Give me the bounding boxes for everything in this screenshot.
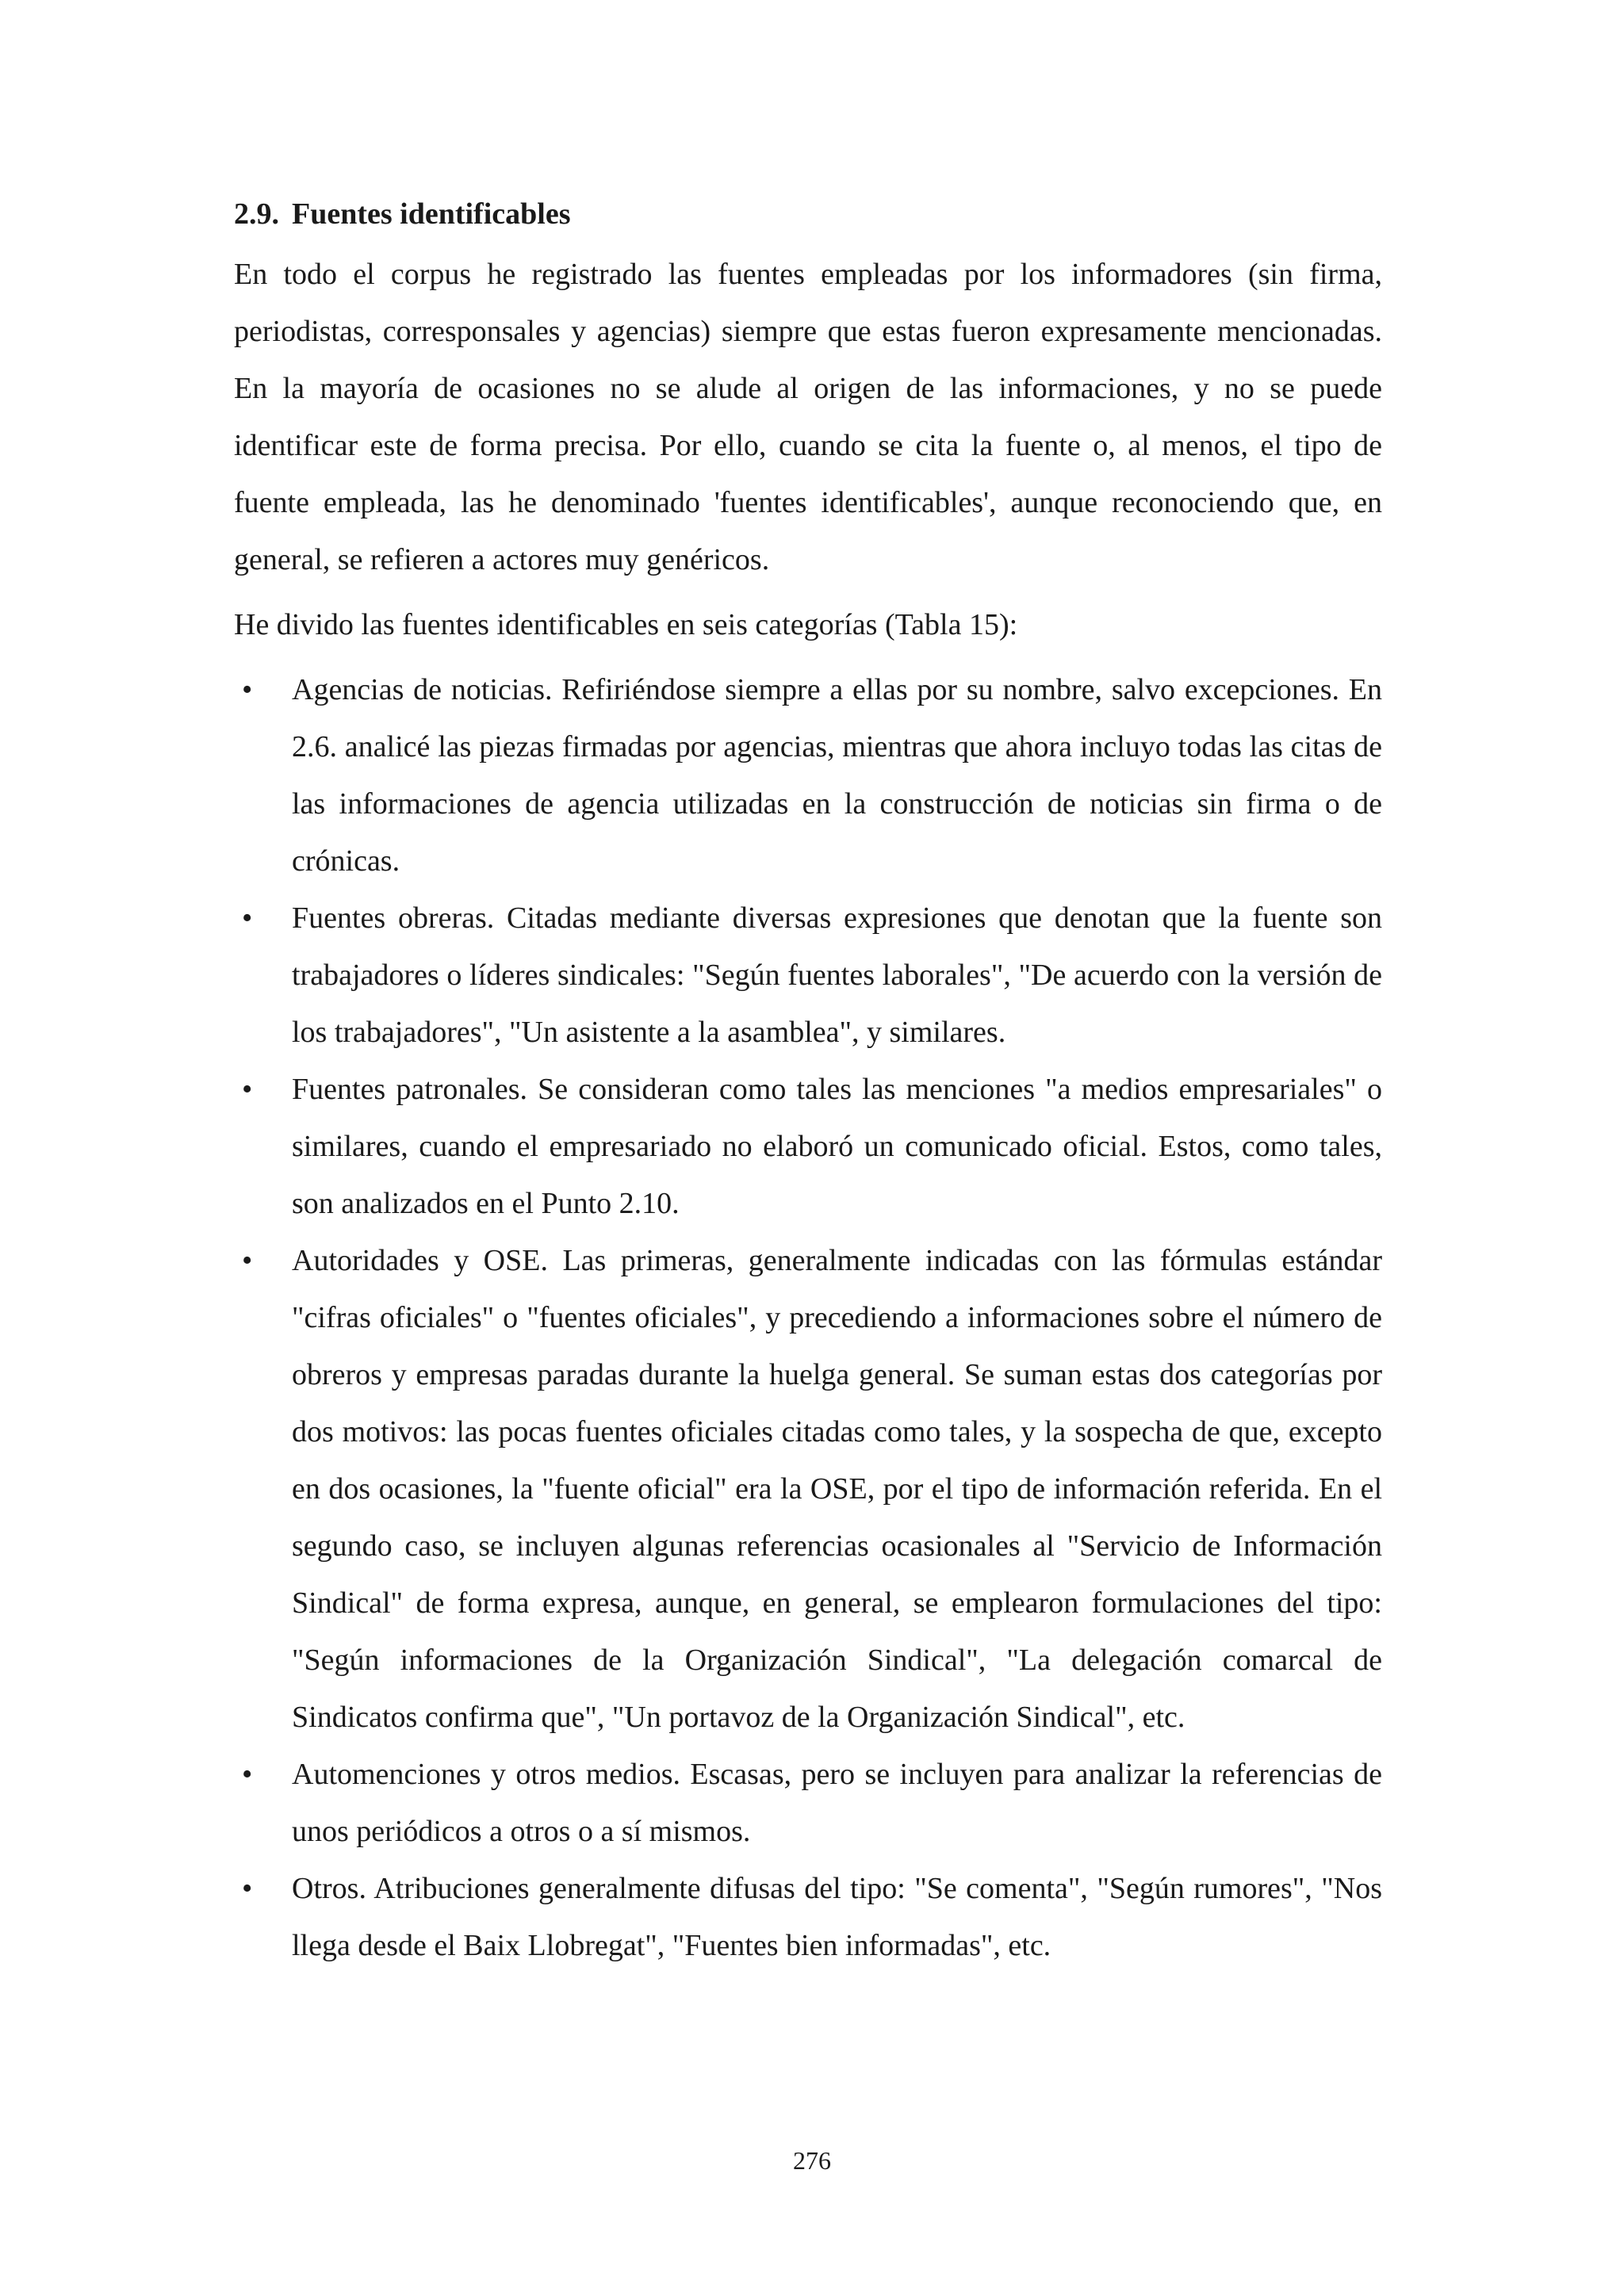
bullet-icon: • xyxy=(242,1872,253,1905)
list-item-text: Fuentes obreras. Citadas mediante diversas expresiones que denotan que la fuente son trabajadores o líderes sindicales: "Según fuentes laborales", "De acuerdo con la versión de los trabajadores", "Un asistente a la asamblea", y similares. xyxy=(292,901,1382,1049)
bullet-icon: • xyxy=(242,673,253,706)
section-title: Fuentes identificables xyxy=(292,197,571,231)
paragraph-categories: He divido las fuentes identificables en seis categorías (Tabla 15): xyxy=(234,608,1018,641)
paragraph-intro: En todo el corpus he registrado las fuentes empleadas por los informadores (sin firma, periodistas, corresponsales y agencias) siempre que estas fueron expresamente mencionadas. En la mayoría de ocasiones no se alude al origen de las informaciones, y no se puede identificar este de forma precisa. Por ello, cuando se cita la fuente o, al menos, el tipo de fuente empleada, las he denominado 'fuentes identificables', aunque reconociendo que, en general, se refieren a actores muy genéricos. xyxy=(234,258,1382,576)
section-heading xyxy=(234,190,1382,238)
list-item-text: Otros. Atribuciones generalmente difusas del tipo: "Se comenta", "Según rumores", "Nos llega desde el Baix Llobregat", "Fuentes bien informadas", etc. xyxy=(292,1872,1382,1962)
list-item-automenciones xyxy=(234,1746,1382,1860)
list-item-text: Fuentes patronales. Se consideran como tales las menciones "a medios empresariales" o similares, cuando el empresariado no elaboró un comunicado oficial. Estos, como tales, son analizados en el Punto 2.10. xyxy=(292,1073,1382,1220)
bullet-icon: • xyxy=(242,1073,253,1106)
bullet-icon: • xyxy=(242,1244,253,1277)
list-item-text: Autoridades y OSE. Las primeras, generalmente indicadas con las fórmulas estándar "cifras oficiales" o "fuentes oficiales", y precediendo a informaciones sobre el número de obreros y empresas paradas durante la huelga general. Se suman estas dos categorías por dos motivos: las pocas fuentes oficiales citadas como tales, y la sospecha de que, excepto en dos ocasiones, la "fuente oficial" era la OSE, por el tipo de información referida. En el segundo caso, se incluyen algunas referencias ocasionales al "Servicio de Información Sindical" de forma expresa, aunque, en general, se emplearon formulaciones del tipo: "Según informaciones de la Organización Sindical", "La delegación comarcal de Sindicatos confirma que", "Un portavoz de la Organización Sindical", etc. xyxy=(292,1244,1382,1734)
category-list xyxy=(234,661,1382,1974)
bullet-icon: • xyxy=(242,901,253,935)
bullet-icon: • xyxy=(242,1758,253,1791)
list-item-patronales xyxy=(234,1061,1382,1232)
section-number: 2.9. xyxy=(234,197,279,231)
list-item-otros xyxy=(234,1860,1382,1974)
list-item-text: Automenciones y otros medios. Escasas, pero se incluyen para analizar la referencias de unos periódicos a otros o a sí mismos. xyxy=(292,1758,1382,1848)
list-item-text: Agencias de noticias. Refiriéndose siempre a ellas por su nombre, salvo excepciones. En 2.6. analicé las piezas firmadas por agencias, mientras que ahora incluyo todas las citas de las informaciones de agencia utilizadas en la construcción de noticias sin firma o de crónicas. xyxy=(292,673,1382,878)
list-item-agencias xyxy=(234,661,1382,890)
document-body xyxy=(234,190,1382,1974)
list-item-autoridades xyxy=(234,1232,1382,1746)
page-number: 276 xyxy=(793,2146,831,2175)
list-item-obreras xyxy=(234,890,1382,1061)
